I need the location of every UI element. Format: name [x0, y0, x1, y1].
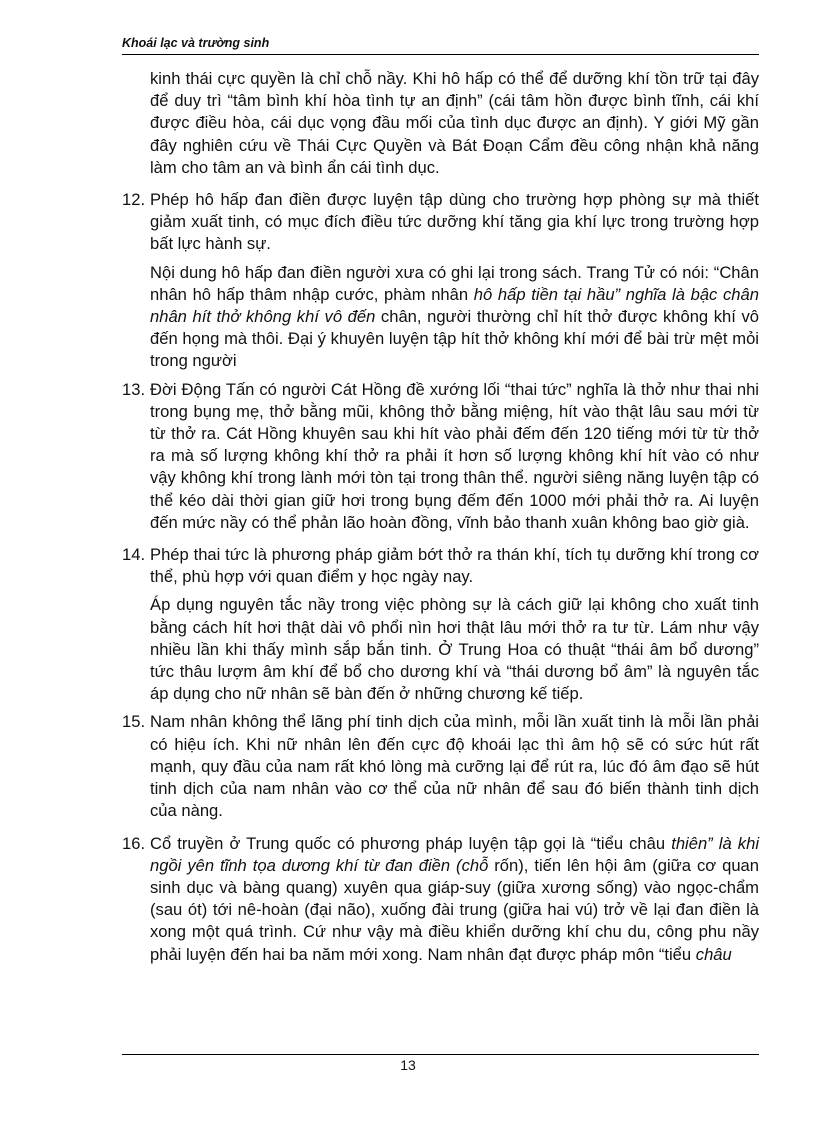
list-item-12 [122, 189, 759, 256]
list-item-15 [122, 711, 759, 822]
list-item-14 [122, 544, 759, 588]
italic-quote: hô hấp tiền tại hầu” nghĩa là bậc chân nhân hít thở không khí vô đến [150, 284, 759, 327]
item-number: 15. [122, 712, 146, 732]
item-text: Cổ truyền ở Trung quốc có phương pháp luyện tập gọi là “tiểu châu [150, 833, 672, 853]
item-number: 14. [122, 545, 146, 565]
header-title: Khoái lạc và trường sinh [122, 36, 270, 50]
item-text: rốn), tiến lên hội âm (giữa cơ quan sinh dục và bàng quang) xuyên qua giáp-suy (giữa xương sống) vào ngọc-chẩm (sau ót) tới nê-hoàn (đại não), xuống đài trung (giữa hai vú) trở về lại đan điền là xong một quá trình. Cứ như vậy mà điều khiển dưỡng khí chu du, công phu nầy phải luyện đến hai ba năm mới xong. Nam nhân đạt được pháp môn “tiểu [150, 855, 760, 964]
page-number: 13 [400, 1057, 416, 1073]
list-item-13 [122, 379, 759, 534]
item-text: Phép hô hấp đan điền được luyện tập dùng cho trường hợp phòng sự mà thiết giảm xuất tinh, có mục đích điều tức dưỡng khí tăng gia khí lực trong trường hợp bất lực hành sự. [150, 190, 759, 254]
item-number: 12. [122, 190, 146, 210]
item-number: 16. [122, 833, 146, 853]
item-number: 13. [122, 379, 146, 399]
sub-text: chân, người thường chỉ hít thở được không khí vô đến họng mà thôi. Đại ý khuyên luyện tập hít thở không khí mới để bài trừ mệt mỏi trong người [150, 307, 759, 371]
intro-paragraph: kinh thái cực quyền là chỉ chỗ nầy. Khi hô hấp có thể để dưỡng khí tồn trữ tại đây để duy trì “tâm bình khí hòa tình tự an định” (cái tâm hồn được bình tĩnh, cái khí được điều hòa, cái dục vọng đầu mối của tình dục được an định). Y giới Mỹ gần đây nghiên cứu về Thái Cực Quyền và Bát Đoạn Cẩm đều công nhận khả năng làm cho tâm an và bình ẩn cái tình dục. [150, 69, 759, 177]
item-text: Đời Động Tấn có người Cát Hồng đề xướng lối “thai tức” nghĩa là thở như thai nhi trong bụng mẹ, thở bằng mũi, không thở bằng miệng, hít vào thật lâu sau mới từ từ thở ra. Cát Hồng khuyên sau khi hít vào phải đếm đến 120 tiếng mới từ từ thở ra mà số lượng không khí thở ra phải ít hơn số lượng không khí hít vào có như vậy không khí trong lành mới tòn tại trong thân thể. người siêng năng luyện tập có thể kéo dài thời gian giữ hơi trong bụng đếm đến 1000 mới phải thở ra. Ai luyện đến mức nầy có thể phản lão hoàn đồng, vĩnh bảo thanh xuân không bao giờ già. [150, 379, 759, 532]
sub-text: Nội dung hô hấp đan điền người xưa có ghi lại trong sách. Trang Tử có nói: “Chân nhân hô hấp thâm nhập cước, phàm nhân [150, 262, 759, 304]
item-text: Phép thai tức là phương pháp giảm bớt thở ra thán khí, tích tụ dưỡng khí trong cơ thể, phù hợp với quan điểm y học ngày nay. [150, 545, 759, 587]
running-header [122, 36, 759, 55]
list-item-16 [122, 833, 760, 966]
item-12-subparagraph [150, 262, 759, 373]
page-body [122, 68, 759, 976]
footer-rule [122, 1054, 759, 1055]
item-14-subparagraph: Áp dụng nguyên tắc nầy trong việc phòng sự là cách giữ lại không cho xuất tinh bằng cách hít hơi thật dài vô phổi nìn hơi thật lâu mới thở ra tư từ. Lám như vậy nhiều lần khi thấy mình sắp bắn tinh. Ở Trung Hoa có thuật “thái âm bổ dương” tức thâu lượm âm khí để bổ cho dương khí và “thái dương bổ âm” là nguyên tắc áp dụng cho nữ nhân sẽ bàn đến ở những chương kế tiếp. [150, 595, 759, 704]
italic-text: châu [695, 944, 732, 964]
italic-text: thiên” là khi ngồi yên tĩnh tọa dương khí từ đan điền (chỗ [150, 833, 760, 875]
item-text: Nam nhân không thể lãng phí tinh dịch của mình, mỗi lần xuất tinh là mỗi lần phải có hiệu ích. Khi nữ nhân lên đến cực độ khoái lạc thì âm hộ sẽ có sức hút rất mạnh, quy đầu của nam rất khó lòng mà cưỡng lại để rút ra, lúc đó âm đạo sẽ hút tinh dịch của nam nhân vào cơ thể của nữ nhân để sau đó biến thành tinh dịch của nàng. [150, 712, 759, 821]
